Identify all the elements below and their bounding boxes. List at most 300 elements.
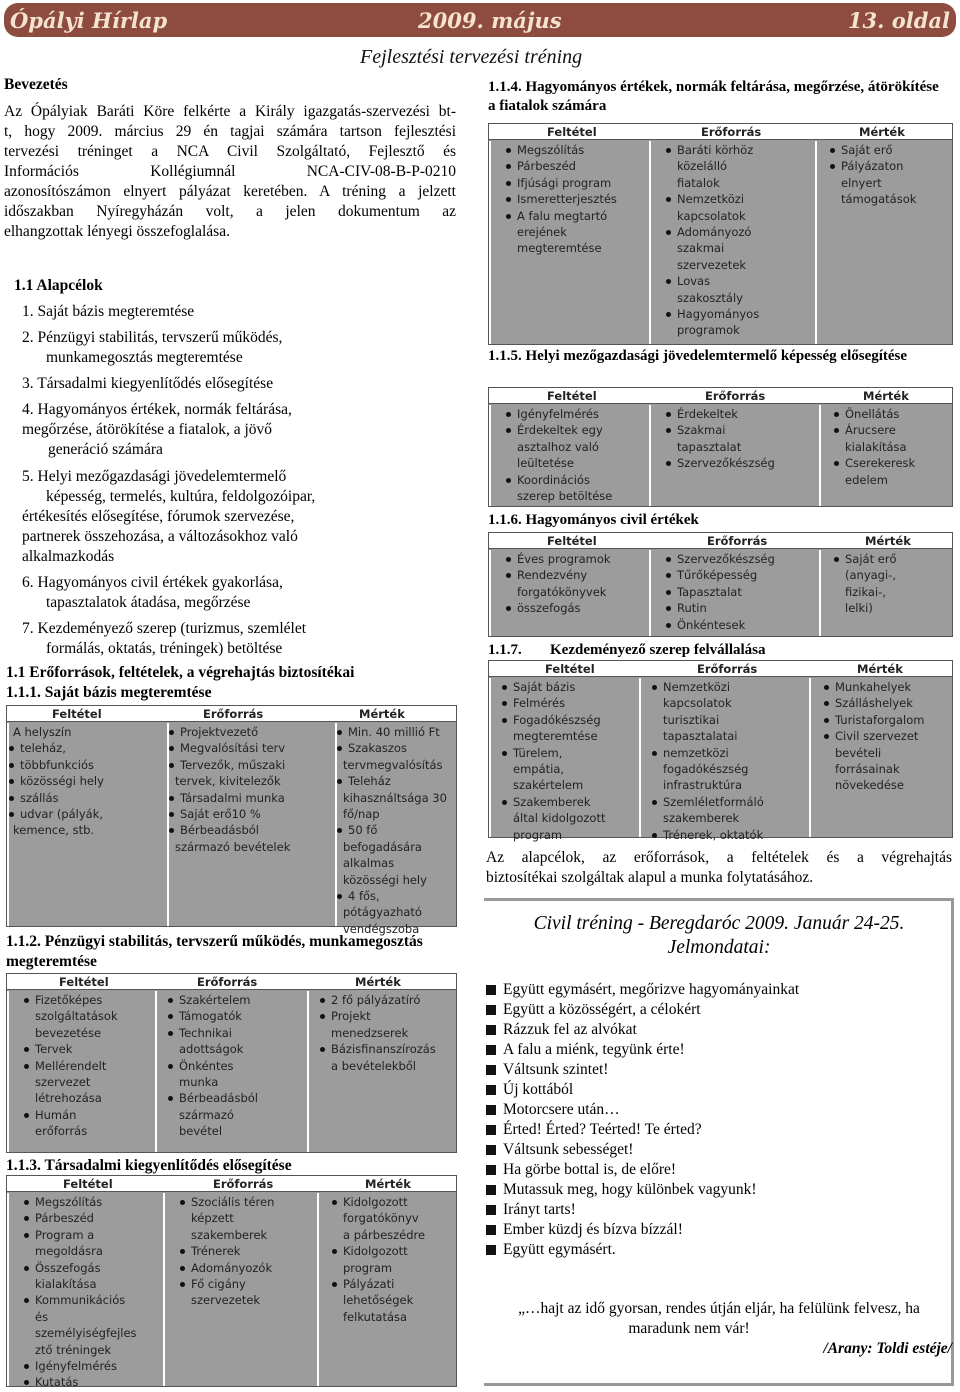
motto-item bbox=[486, 980, 799, 1000]
cell-text: Önkéntes bbox=[179, 1058, 234, 1073]
table-cell-line bbox=[651, 208, 815, 224]
table-header-row bbox=[489, 661, 952, 677]
cell-text: adottságok bbox=[179, 1042, 244, 1057]
cell-text: bevezetése bbox=[35, 1025, 102, 1040]
cell-text: 4 fős, bbox=[348, 889, 380, 904]
table-column bbox=[639, 678, 809, 842]
cell-text: Megszólítás bbox=[517, 143, 585, 157]
cell-text: Saját erő bbox=[845, 552, 897, 566]
table-cell-line bbox=[9, 1123, 155, 1139]
cell-text: Rutin bbox=[677, 601, 707, 616]
square-bullet-icon bbox=[486, 1025, 496, 1035]
cell-text: erőforrás bbox=[35, 1124, 88, 1139]
bullet-icon bbox=[24, 1113, 29, 1118]
cell-text: Tervezők, műszaki bbox=[180, 757, 286, 772]
table-column bbox=[489, 678, 639, 842]
bullet-icon bbox=[666, 312, 671, 317]
cell-text: Kidolgozott bbox=[343, 1244, 408, 1259]
table-cell-line bbox=[337, 757, 456, 773]
bullet-icon bbox=[337, 828, 342, 833]
cell-text: Nemzetközi bbox=[677, 192, 745, 207]
square-bullet-icon bbox=[486, 1045, 496, 1055]
bullet-icon bbox=[9, 779, 14, 784]
bullet-icon bbox=[824, 734, 829, 739]
column-header: Feltétel bbox=[63, 1177, 113, 1191]
cell-text: Megszólítás bbox=[35, 1195, 103, 1209]
table-cell-line bbox=[821, 472, 952, 488]
t113-title: 1.1.3. Társadalmi kiegyenlítődés elősegítése bbox=[6, 1157, 292, 1174]
table-column bbox=[7, 1193, 163, 1390]
cell-text: Ifjúsági program bbox=[517, 175, 612, 190]
column-header: Feltétel bbox=[547, 389, 597, 403]
square-bullet-icon bbox=[486, 1205, 496, 1215]
cell-text: Rendezvény bbox=[517, 568, 588, 583]
cell-text: Humán bbox=[35, 1107, 77, 1122]
cell-text: Adományozó bbox=[677, 225, 752, 240]
table-cell-line bbox=[811, 695, 952, 711]
bullet-icon bbox=[824, 685, 829, 690]
cell-text: forgatókönyv bbox=[343, 1211, 419, 1226]
table-cell-line bbox=[337, 790, 456, 806]
cell-text: Szakemberek bbox=[513, 794, 591, 809]
cell-text: által kidolgozott bbox=[513, 811, 606, 826]
bullet-icon bbox=[24, 1364, 29, 1369]
cell-text: teleház, bbox=[20, 741, 66, 756]
table-cell-line bbox=[821, 551, 952, 567]
bullet-icon bbox=[24, 1233, 29, 1238]
motto-item bbox=[486, 1100, 620, 1120]
table-cell-line bbox=[641, 679, 809, 695]
quote-line-1: „…hajt az idő gyorsan, rendes útján eljár, ha felülünk felvesz, ha bbox=[518, 1300, 920, 1317]
table-cell-line bbox=[169, 773, 335, 789]
cell-text: kapcsolatok bbox=[677, 208, 746, 223]
table-header-row bbox=[489, 388, 952, 404]
bullet-icon bbox=[506, 478, 511, 483]
t112-title: 1.1.2. Pénzügyi stabilitás, tervszerű működés, munkamegosztás megteremtése bbox=[6, 933, 423, 970]
table-column bbox=[155, 991, 307, 1152]
table-sajat-bazis bbox=[6, 705, 457, 936]
table-cell-line bbox=[169, 822, 335, 838]
table-cell-line bbox=[491, 777, 639, 793]
table-cell-line bbox=[811, 712, 952, 728]
cell-text: fogadókészség bbox=[663, 762, 749, 777]
table-cell-line bbox=[651, 600, 819, 616]
cell-text: Civil szervezet bbox=[835, 729, 919, 744]
bullet-icon bbox=[24, 998, 29, 1003]
table-cell-line bbox=[491, 584, 649, 600]
table-cell-line bbox=[9, 1374, 163, 1390]
table-cell-line bbox=[157, 1041, 307, 1057]
table-column bbox=[815, 141, 952, 344]
cell-text: szolgáltatások bbox=[35, 1009, 118, 1024]
cell-text: Árucsere bbox=[845, 423, 896, 438]
table-cell-line bbox=[9, 822, 167, 838]
bullet-icon bbox=[506, 148, 511, 153]
bullet-icon bbox=[9, 812, 14, 817]
cell-text: Támogatók bbox=[179, 1009, 242, 1024]
table-cell-line bbox=[651, 191, 815, 207]
cell-text: (anyagi-, bbox=[845, 568, 896, 583]
resources-heading: 1.1 Erőforrások, feltételek, a végrehajtás biztosítékai bbox=[6, 664, 355, 681]
cell-text: közelálló bbox=[677, 159, 728, 174]
motto-item bbox=[486, 1180, 757, 1200]
column-header: Erőforrás bbox=[203, 707, 264, 721]
motto-text: Együtt a közösségért, a célokért bbox=[503, 1001, 701, 1018]
column-header: Erőforrás bbox=[705, 389, 766, 403]
quote-line-2: maradunk nem vár! bbox=[628, 1320, 750, 1337]
bullet-icon bbox=[24, 1298, 29, 1303]
column-header: Mérték bbox=[365, 1177, 411, 1191]
table-cell-line bbox=[491, 224, 649, 240]
table-cell-line bbox=[651, 551, 819, 567]
goal-item-line: 1. Saját bázis megteremtése bbox=[22, 303, 195, 320]
table-cell-line bbox=[319, 1292, 456, 1308]
intro-line: időszakban Nyíregyházán volt, a jelen dokumentum az bbox=[4, 203, 456, 220]
table-cell-line bbox=[157, 992, 307, 1008]
table-cell-line bbox=[817, 158, 952, 174]
bullet-icon bbox=[824, 718, 829, 723]
cell-text: szállás bbox=[20, 790, 59, 805]
cell-text: asztalhoz való bbox=[517, 439, 599, 454]
intro-line: elhangzottak lényegi összefoglalása. bbox=[4, 223, 230, 240]
table-cell-line bbox=[811, 728, 952, 744]
bullet-icon bbox=[9, 746, 14, 751]
bullet-icon bbox=[834, 557, 839, 562]
bullet-icon bbox=[666, 230, 671, 235]
table-cell-line bbox=[821, 455, 952, 471]
column-header: Mérték bbox=[859, 125, 905, 139]
table-cell-line bbox=[491, 745, 639, 761]
cell-text: szervezetek bbox=[191, 1293, 261, 1308]
column-header: Feltétel bbox=[547, 534, 597, 548]
cell-text: tervmegvalósítás bbox=[343, 757, 443, 772]
table-cell-line bbox=[309, 1041, 456, 1057]
table-cell-line bbox=[9, 1210, 163, 1226]
table-cell-line bbox=[651, 584, 819, 600]
table-cell-line bbox=[651, 240, 815, 256]
motto-text: Ember küzdj és bízva bízzál! bbox=[503, 1221, 683, 1238]
cell-text: Lovas bbox=[677, 274, 711, 289]
cell-text: szakmai bbox=[677, 241, 725, 256]
column-header: Mérték bbox=[857, 662, 903, 676]
cell-text: nemzetközi bbox=[663, 745, 729, 760]
bullet-icon bbox=[168, 1064, 173, 1069]
cell-text: Érdekeltek bbox=[677, 407, 738, 421]
table-cell-line bbox=[337, 839, 456, 855]
cell-text: Szakmai bbox=[677, 423, 726, 438]
bullet-icon bbox=[652, 685, 657, 690]
motto-text: Érted! Érted? Teérted! Te érted? bbox=[503, 1121, 702, 1138]
cell-text: A helyszín bbox=[13, 725, 72, 739]
cell-text: szakemberek bbox=[663, 811, 740, 826]
table-civil-ertekek bbox=[488, 532, 953, 637]
table-cell-line bbox=[491, 488, 649, 504]
cell-text: származó bevételek bbox=[175, 839, 291, 854]
bullet-icon bbox=[169, 812, 174, 817]
cell-text: Baráti körhöz bbox=[677, 143, 754, 157]
bullet-icon bbox=[180, 1200, 185, 1205]
cell-text: Érdekeltek egy bbox=[517, 423, 603, 438]
cell-text: Szociális téren bbox=[191, 1195, 275, 1209]
mottos-heading: Jelmondatai: bbox=[667, 937, 771, 958]
cell-text: a bevételekből bbox=[331, 1058, 417, 1073]
motto-item bbox=[486, 1000, 701, 1020]
cell-text: Éves programok bbox=[517, 552, 611, 566]
quote-source: /Arany: Toldi estéje/ bbox=[823, 1340, 952, 1357]
table-column bbox=[7, 991, 155, 1152]
civil-training-title: Civil tréning - Beregdaróc 2009. Január 24-25. bbox=[533, 913, 905, 934]
cell-text: szervezetek bbox=[677, 257, 747, 272]
column-header: Mérték bbox=[355, 975, 401, 989]
table-cell-line bbox=[9, 740, 167, 756]
square-bullet-icon bbox=[486, 1105, 496, 1115]
bullet-icon bbox=[502, 751, 507, 756]
cell-text: Trénerek bbox=[191, 1244, 241, 1259]
table-cell-line bbox=[337, 904, 456, 920]
goal-item-line: partnerek összehozása, a változásokhoz való bbox=[22, 528, 298, 545]
table-column bbox=[809, 678, 952, 837]
cell-text: fő/nap bbox=[343, 807, 380, 822]
table-column bbox=[819, 405, 952, 506]
table-column bbox=[307, 991, 456, 1152]
table-cell-line bbox=[491, 158, 649, 174]
table-header-row bbox=[489, 533, 952, 549]
intro-line: azonosítószámon elnyert pályázat keretében. A tréning a jelzett bbox=[4, 183, 456, 200]
table-tarsadalmi-kiegyenlitodes bbox=[6, 1175, 457, 1390]
cell-text: Min. 40 millió Ft bbox=[348, 725, 440, 739]
goal-item-line: megőrzése, átörökítése a fiatalok, a jövő bbox=[22, 421, 273, 438]
table-column bbox=[649, 550, 819, 636]
cell-text: empátia, bbox=[513, 762, 565, 777]
table-column bbox=[819, 550, 952, 636]
table-cell-line bbox=[319, 1210, 456, 1226]
table-cell-line bbox=[641, 810, 809, 826]
bullet-icon bbox=[332, 1200, 337, 1205]
cell-text: edelem bbox=[845, 472, 888, 487]
bullet-icon bbox=[337, 746, 342, 751]
table-cell-line bbox=[309, 1008, 456, 1024]
motto-item bbox=[486, 1080, 573, 1100]
cell-text: program bbox=[343, 1260, 393, 1275]
table-cell-line bbox=[491, 827, 639, 843]
table-cell-line bbox=[491, 712, 639, 728]
table-cell-line bbox=[651, 567, 819, 583]
motto-item bbox=[486, 1140, 633, 1160]
cell-text: felkutatása bbox=[343, 1309, 408, 1324]
square-bullet-icon bbox=[486, 1145, 496, 1155]
goals-heading: 1.1 Alapcélok bbox=[14, 277, 103, 294]
cell-text: menedzserek bbox=[331, 1025, 409, 1040]
table-cell-line bbox=[651, 224, 815, 240]
table-cell-line bbox=[309, 1025, 456, 1041]
table-cell-line bbox=[9, 1358, 163, 1374]
cell-text: Szemléletformáló bbox=[663, 794, 764, 809]
bullet-icon bbox=[169, 828, 174, 833]
cell-text: Turistaforgalom bbox=[835, 712, 925, 727]
cell-text: Bérbeadásból bbox=[180, 823, 259, 838]
t116-title: 1.1.6. Hagyományos civil értékek bbox=[488, 512, 699, 528]
cell-text: kialakítása bbox=[845, 439, 907, 454]
bullet-icon bbox=[830, 164, 835, 169]
square-bullet-icon bbox=[486, 1185, 496, 1195]
table-cell-line bbox=[337, 822, 456, 838]
square-bullet-icon bbox=[486, 1065, 496, 1075]
motto-text: Mutassuk meg, hogy különbek vagyunk! bbox=[503, 1181, 757, 1198]
table-cell-line bbox=[491, 439, 649, 455]
conclusion-paragraph bbox=[486, 848, 952, 888]
goal-item-line: képesség, termelés, kultúra, feldolgozóipar, bbox=[46, 488, 316, 505]
table-cell-line bbox=[821, 600, 952, 616]
table-cell-line bbox=[491, 208, 649, 224]
intro-paragraph bbox=[4, 102, 456, 242]
column-header: Erőforrás bbox=[213, 1177, 274, 1191]
bullet-icon bbox=[506, 428, 511, 433]
column-header: Mérték bbox=[865, 534, 911, 548]
table-cell-line bbox=[337, 855, 456, 871]
bullet-icon bbox=[834, 461, 839, 466]
table-cell-line bbox=[821, 422, 952, 438]
table-cell-line bbox=[821, 567, 952, 583]
square-bullet-icon bbox=[486, 1165, 496, 1175]
bullet-icon bbox=[666, 428, 671, 433]
intro-line: t, hogy 2009. március 29 én tagjai számára tartson fejlesztési bbox=[4, 123, 456, 140]
cell-text: Igényfelmérés bbox=[517, 407, 599, 421]
cell-text: Tapasztalat bbox=[677, 584, 742, 599]
table-cell-line bbox=[157, 1090, 307, 1106]
table-cell-line bbox=[651, 175, 815, 191]
cell-text: közösségi hely bbox=[343, 872, 427, 887]
table-cell-line bbox=[9, 1107, 155, 1123]
cell-text: forrásainak bbox=[835, 762, 900, 777]
motto-text: Új kottából bbox=[503, 1081, 574, 1098]
cell-text: összefogás bbox=[517, 601, 581, 616]
table-cell-line bbox=[491, 191, 649, 207]
bullet-icon bbox=[332, 1282, 337, 1287]
table-cell-line bbox=[641, 794, 809, 810]
goal-item-line: formálás, oktatás, tréningek) betöltése bbox=[46, 640, 283, 657]
cell-text: Mellérendelt bbox=[35, 1058, 107, 1073]
table-cell-line bbox=[319, 1194, 456, 1210]
cell-text: Projekt bbox=[331, 1009, 371, 1024]
cell-text: infrastruktúra bbox=[663, 778, 743, 793]
bullet-icon bbox=[320, 1014, 325, 1019]
motto-text: Együtt egymásért. bbox=[503, 1241, 616, 1258]
motto-text: Váltsunk szintet! bbox=[503, 1061, 609, 1078]
table-cell-line bbox=[9, 806, 167, 822]
table-cell-line bbox=[337, 773, 456, 789]
cell-text: Saját erő bbox=[841, 143, 893, 157]
table-cell-line bbox=[651, 422, 819, 438]
cell-text: vendégszoba bbox=[343, 921, 420, 936]
bullet-icon bbox=[506, 197, 511, 202]
issue-date: 2009. május bbox=[418, 8, 562, 33]
table-cell-line bbox=[319, 1227, 456, 1243]
cell-text: munka bbox=[179, 1075, 219, 1090]
table-cell-line bbox=[9, 773, 167, 789]
cell-text: többfunkciós bbox=[20, 757, 94, 772]
cell-text: kapcsolatok bbox=[663, 696, 732, 711]
table-cell-line bbox=[651, 158, 815, 174]
table-cell-line bbox=[641, 777, 809, 793]
cell-text: forgatókönyvek bbox=[517, 584, 607, 599]
table-cell-line bbox=[491, 600, 649, 616]
cell-text: Párbeszéd bbox=[35, 1211, 94, 1226]
motto-item bbox=[486, 1220, 683, 1240]
bullet-icon bbox=[169, 746, 174, 751]
table-header-row bbox=[489, 124, 952, 140]
table-column bbox=[317, 1193, 456, 1386]
cell-text: szerep betöltése bbox=[517, 489, 613, 504]
cell-text: Szervezőkészség bbox=[677, 552, 775, 566]
table-cell-line bbox=[319, 1243, 456, 1259]
cell-text: A falu megtartó bbox=[517, 208, 608, 223]
square-bullet-icon bbox=[486, 1225, 496, 1235]
bullet-icon bbox=[502, 800, 507, 805]
table-cell-line bbox=[491, 240, 649, 256]
table-cell-line bbox=[651, 142, 815, 158]
motto-text: Váltsunk sebességet! bbox=[503, 1141, 634, 1158]
table-cell-line bbox=[811, 761, 952, 777]
table-cell-line bbox=[491, 142, 649, 158]
cell-text: Kidolgozott bbox=[343, 1195, 408, 1209]
motto-text: Együtt egymásért, megőrizve hagyományainkat bbox=[503, 981, 800, 998]
goal-item-line: generáció számára bbox=[48, 441, 163, 458]
bullet-icon bbox=[502, 701, 507, 706]
table-cell-line bbox=[9, 790, 167, 806]
column-header: Feltétel bbox=[52, 707, 102, 721]
table-cell-line bbox=[491, 455, 649, 471]
table-cell-line bbox=[319, 1276, 456, 1292]
table-column bbox=[163, 1193, 317, 1386]
bullet-icon bbox=[824, 701, 829, 706]
cell-text: Trénerek, oktatók bbox=[663, 827, 764, 842]
table-cell-line bbox=[817, 191, 952, 207]
table-cell-line bbox=[491, 695, 639, 711]
cell-text: Szakértelem bbox=[179, 993, 251, 1007]
cell-text: Nemzetközi bbox=[663, 680, 731, 694]
column-header: Mérték bbox=[863, 389, 909, 403]
cell-text: Bázisfinanszírozás bbox=[331, 1042, 436, 1057]
motto-text: Motorcsere után… bbox=[503, 1101, 620, 1118]
table-cell-line bbox=[491, 551, 649, 567]
table-header-row bbox=[7, 706, 456, 722]
cell-text: és bbox=[35, 1309, 49, 1324]
table-cell-line bbox=[491, 794, 639, 810]
table-cell-line bbox=[169, 806, 335, 822]
table-kezdemenyezo-szerep bbox=[488, 660, 953, 842]
cell-text: Pályázati bbox=[343, 1277, 395, 1292]
table-cell-line bbox=[165, 1276, 317, 1292]
table-cell-line bbox=[169, 839, 335, 855]
cell-text: Teleház bbox=[348, 774, 391, 789]
table-cell-line bbox=[337, 724, 456, 740]
cell-text: fizikai-, bbox=[845, 584, 886, 599]
table-cell-line bbox=[491, 422, 649, 438]
table-cell-line bbox=[651, 273, 815, 289]
goal-item-line: 4. Hagyományos értékek, normák feltárása, bbox=[22, 401, 292, 418]
bullet-icon bbox=[506, 573, 511, 578]
cell-text: pótágyazható bbox=[343, 905, 422, 920]
bullet-icon bbox=[666, 148, 671, 153]
table-cell-line bbox=[491, 406, 649, 422]
table-cell-line bbox=[9, 1260, 163, 1276]
motto-text: Irányt tarts! bbox=[503, 1201, 576, 1218]
bullet-icon bbox=[506, 557, 511, 562]
cell-text: Fogadókészség bbox=[513, 712, 601, 727]
cell-text: 2 fő pályázatíró bbox=[331, 993, 421, 1007]
bullet-icon bbox=[506, 214, 511, 219]
cell-text: Adományozók bbox=[191, 1260, 273, 1275]
